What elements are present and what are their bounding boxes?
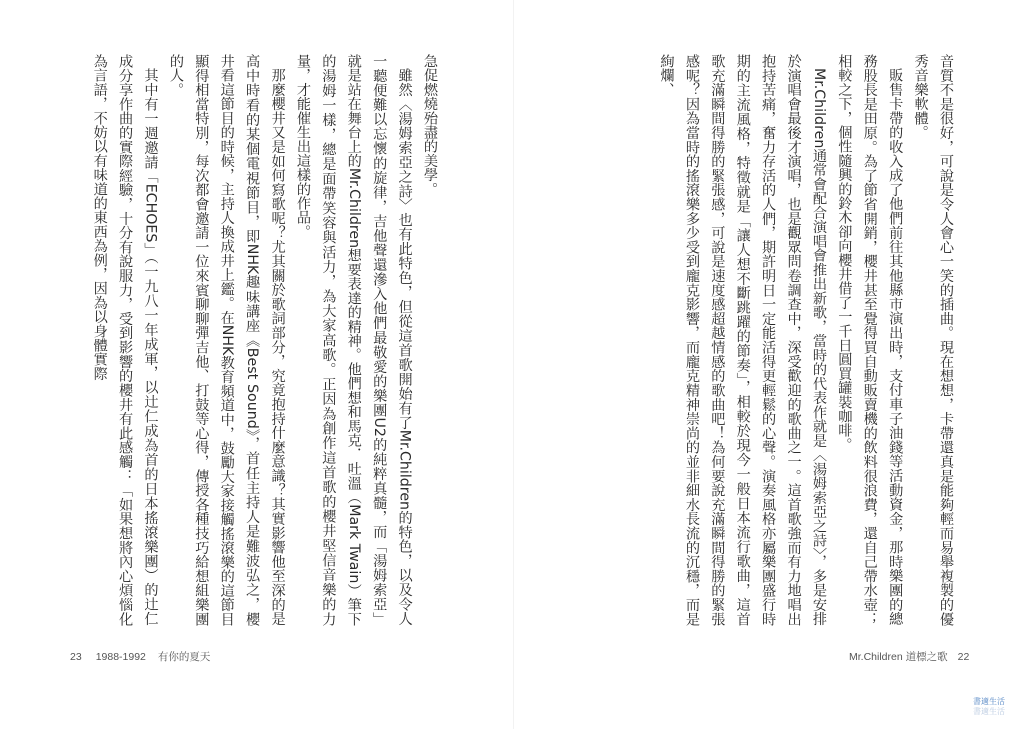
watermark-line: 書適生活 [973,697,1005,706]
left-page-body-text [91,54,442,626]
left-page-folio [70,649,210,664]
page-number: 23 [70,651,82,663]
paragraph: 那麼櫻井又是如何寫歌呢？尤其關於歌詞部分，究竟抱持什麼意識？其實影響他至深的是高中時看的某個電視節目，即NHK趣味講座《Best Sound》，首任主持人是難波弘之，櫻井看這節目的時候，主持人換成井上鑑。在NHK教育頻道中，鼓勵大家接觸搖滾樂的這節目顯得相當特別，每次都會邀請一位來賓聊聊彈吉他、打鼓等心得，傳授各種技巧給想組樂團的人。 [167,54,286,626]
publisher-watermark [973,697,1005,717]
paragraph: 其中有一週邀請「ECHOES」（一九八一年成軍，以辻仁成為首的日本搖滾樂團）的辻仁成分享作曲的實際經驗，十分有說服力，受到影響的櫻井有此感觸：「如果想將內心煩惱化為言語，不妨以有味道的東西為例，因為以身體實際 [91,54,159,626]
paragraph: 販售卡帶的收入成了他們前往其他縣市演出時，支付車子油錢等活動資金，那時樂團的總務股長是田原。為了節省開銷，櫻井甚至覺得買自動販賣機的飲料很浪費，還自己帶水壺；相較之下，個性隨興的鈴木卻向櫻井借了一千日圓買罐裝咖啡。 [836,54,904,626]
right-page-body-text [602,54,958,626]
paragraph: 音質不是很好，可說是令人會心一笑的插曲。現在想想，卡帶還真是能夠輕而易舉複製的優秀音樂軟體。 [912,54,954,626]
right-page-folio [849,649,969,664]
running-head-book-title: Mr.Children 道標之歌 [849,651,948,663]
paragraph: Mr.Children通常會配合演唱會推出新歌，當時的代表作就是〈湯姆索亞之詩〉，多是安排於演唱會最後才演唱，也是觀眾問卷調查中，深受歡迎的歌曲之一。這首歌強而有力地唱出抱持苦痛，奮力存活的人們，期許明日一定能活得更輕鬆的心聲。演奏風格亦屬樂團盛行時期的主流風格，特徵就是「讓人想不斷跳躍的節奏」，相較於現今一般日本流行歌曲，這首歌充滿瞬間得勝的緊張感，可說是速度感超越情感的歌曲吧！為何要說充滿瞬間得勝的緊張感呢？因為當時的搖滾樂多少受到龐克影響，而龐克精神崇尚的並非細水長流的沉穩，而是絢爛、 [658,54,827,626]
running-head-years: 1988-1992 [95,651,146,663]
page-number: 22 [957,651,970,663]
watermark-line-shadow: 書適生活 [973,707,1005,716]
running-head-chapter: 有你的夏天 [157,651,211,663]
paragraph: 雖然〈湯姆索亞之詩〉也有此特色，但從這首歌開始有了Mr.Children的特色，以及令人一聽便難以忘懷的旋律，吉他聲還滲入他們最敬愛的樂團U2的純粹真髓，而「湯姆索亞」就是站在舞台上的Mr.Children想要表達的精神。他們想和馬克．吐溫（Mark Twain）筆下的湯姆一樣，總是面帶笑容與活力，為大家高歌。正因為創作這首歌的櫻井堅信音樂的力量，才能催生出這樣的作品。 [294,54,413,626]
paragraph: 急促燃燒殆盡的美學。 [422,54,438,196]
